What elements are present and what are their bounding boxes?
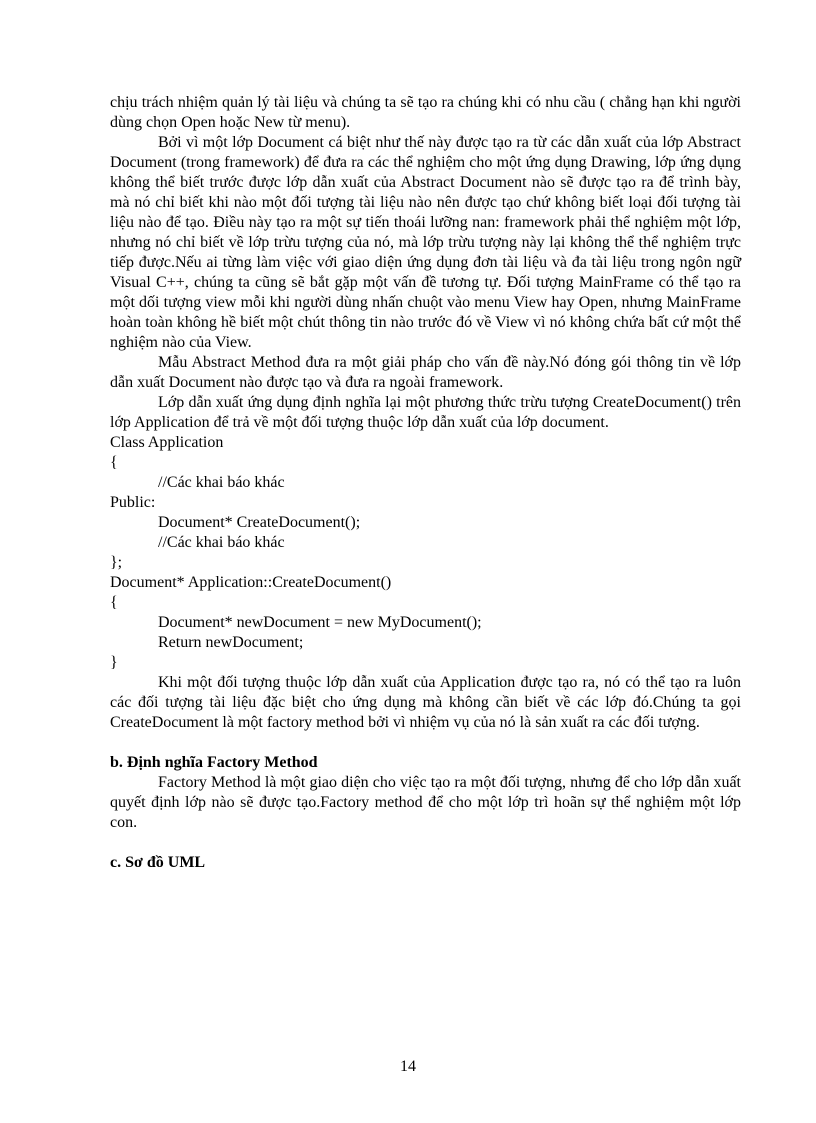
paragraph-solution: Mẫu Abstract Method đưa ra một giải pháp cho vấn đề này.Nó đóng gói thông tin về lớp dẫn xuất Document nào được tạo và đưa ra ngoài framework. <box>110 354 741 391</box>
section-b-heading: b. Định nghĩa Factory Method <box>110 754 318 771</box>
code-line: } <box>110 654 118 671</box>
page-body <box>110 93 741 873</box>
code-line: Document* CreateDocument(); <box>158 514 361 531</box>
paragraph-intro: chịu trách nhiệm quản lý tài liệu và chúng ta sẽ tạo ra chúng khi có nhu cầu ( chẳng hạn khi người dùng chọn Open hoặc New từ menu). <box>110 94 741 131</box>
code-line: }; <box>110 554 123 571</box>
paragraph-factory-method: Khi một đối tượng thuộc lớp dẫn xuất của Application được tạo ra, nó có thể tạo ra luôn các đối tượng tài liệu đặc biệt cho ứng dụng mà không cần biết về các lớp đó.Chúng ta gọi CreateDocument là một factory method bởi vì nhiệm vụ của nó là sản xuất ra các đối tượng. <box>110 674 741 731</box>
code-line: //Các khai báo khác <box>158 474 285 491</box>
code-line: Public: <box>110 494 156 511</box>
spacer <box>110 833 741 853</box>
paragraph-override: Lớp dẫn xuất ứng dụng định nghĩa lại một phương thức trừu tượng CreateDocument() trên lớp Application để trả về một đối tượng thuộc lớp dẫn xuất của lớp document. <box>110 394 741 431</box>
code-line: Return newDocument; <box>158 634 304 651</box>
page-number: 14 <box>400 1058 416 1075</box>
code-line: { <box>110 594 118 611</box>
code-line: //Các khai báo khác <box>158 534 285 551</box>
code-line: { <box>110 454 118 471</box>
code-line: Document* newDocument = new MyDocument(); <box>158 614 482 631</box>
code-line: Document* Application::CreateDocument() <box>110 574 392 591</box>
code-block <box>110 433 741 673</box>
section-b-text: Factory Method là một giao diện cho việc tạo ra một đối tượng, nhưng để cho lớp dẫn xuất quyết định lớp nào sẽ được tạo.Factory method để cho một lớp trì hoãn sự thể nghiệm một lớp con. <box>110 774 741 831</box>
paragraph-problem: Bởi vì một lớp Document cá biệt như thế này được tạo ra từ các dẫn xuất của lớp Abstract Document (trong framework) để đưa ra các thể nghiệm cho một ứng dụng Drawing, lớp ứng dụng không thể biết trước được lớp dẫn xuất của Abstract Document nào sẽ được tạo ra để trình bày, mà nó chỉ biết khi nào một đối tượng tài liệu nào nên được tạo chứ không biết loại đối tượng tài liệu nào để tạo. Điều này tạo ra một sự tiến thoái lưỡng nan: framework phải thể nghiệm một lớp, nhưng nó chỉ biết về lớp trừu tượng của nó, mà lớp trừu tượng này lại không thể thể nghiệm trực tiếp được.Nếu ai từng làm việc với giao diện ứng dụng đơn tài liệu và đa tài liệu trong ngôn ngữ Visual C++, chúng ta cũng sẽ bắt gặp một vấn đề tương tự. Đối tượng MainFrame có thể tạo ra một dối tượng view mỗi khi người dùng nhấn chuột vào menu View hay Open, nhưng MainFrame hoàn toàn không hề biết một chút thông tin nào trước đó về View vì nó không chứa bất cứ một thể nghiệm nào của View. <box>110 134 741 351</box>
code-line: Class Application <box>110 434 224 451</box>
spacer <box>110 733 741 753</box>
section-c-heading: c. Sơ đồ UML <box>110 854 206 871</box>
